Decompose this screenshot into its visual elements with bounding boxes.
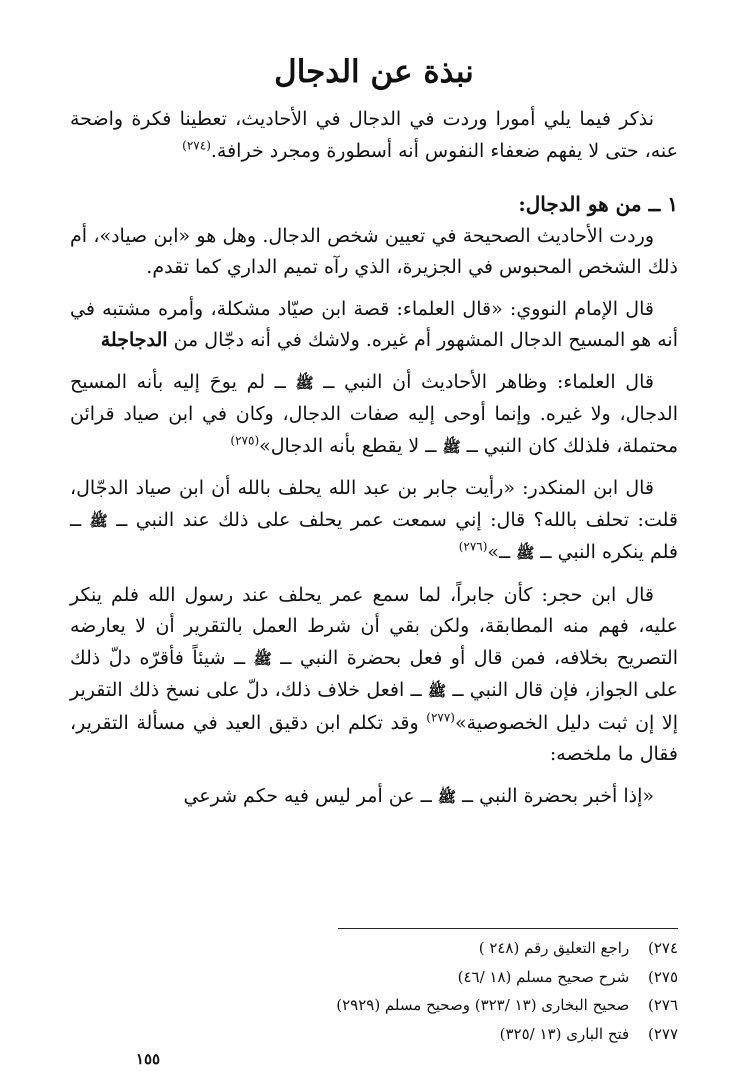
footnote bbox=[160, 963, 678, 992]
intro-paragraph bbox=[70, 104, 678, 167]
hajar-text-1: قال ابن حجر: كأن جابراً، لما سمع عمر يحلف عند رسول الله فلم ينكر عليه، فهم منه المطابقة، ولكن بقي أن شرط العمل بالتقرير أن لا يعارضه التصريح بخلافه، فمن قال أو فعل بحضرة النبي ــ bbox=[70, 583, 678, 669]
page-title: نبذة عن الدجال bbox=[274, 54, 474, 90]
footnote-number: ٢٧٦) bbox=[647, 996, 678, 1014]
footnote-text: فتح البارى (١٣ /٣٢٥) bbox=[499, 1024, 630, 1043]
section-heading: ١ ــ من هو الدجال: bbox=[518, 192, 678, 216]
pbuh-ligature: ﷺ bbox=[437, 787, 456, 806]
paragraph-quote bbox=[70, 781, 678, 814]
footnote-number: ٢٧٧) bbox=[647, 1024, 678, 1043]
paragraph-ibn-hajar bbox=[70, 580, 678, 771]
footnote-divider bbox=[338, 928, 678, 929]
page-number: ١٥٥ bbox=[135, 1050, 161, 1068]
footnote-ref-276: (٢٧٦) bbox=[458, 539, 488, 554]
footnote-ref-277: (٢٧٧) bbox=[426, 710, 455, 725]
paragraph-nawawi bbox=[70, 294, 678, 357]
ulama-text-3: ــ لا يقطع بأنه الدجال» bbox=[259, 434, 437, 457]
munkadir-text-2: ــ فلم ينكره النبي ــ bbox=[70, 508, 678, 563]
pbuh-ligature: ﷺ bbox=[253, 649, 272, 668]
paragraph-munkadir bbox=[70, 473, 678, 570]
footnote-text: راجع التعليق رقم (٢٤٨ ) bbox=[478, 939, 630, 957]
intro-text: نذكر فيما يلي أمورا وردت في الدجال في الأحاديث، تعطينا فكرة واضحة عنه، حتى لا يفهم ضعفاء النفوس أنه أسطورة ومجرد خرافة. bbox=[70, 108, 678, 162]
nawawi-text-end: الدجاجلة bbox=[100, 329, 168, 351]
footnote-number: ٢٧٥) bbox=[647, 967, 678, 986]
footnote-ref-274: (٢٧٤) bbox=[182, 138, 211, 153]
ulama-text-1: قال العلماء: وظاهر الأحاديث أن النبي ــ bbox=[323, 370, 654, 393]
footnote-number: ٢٧٤) bbox=[647, 939, 678, 957]
footnotes bbox=[160, 934, 678, 1048]
hajar-text-4: وقد تكلم ابن دقيق العيد في مسألة التقرير، فقال ما ملخصه: bbox=[70, 711, 678, 765]
footnote bbox=[160, 1020, 678, 1049]
ulama-text-2: ــ لم يوحَ إليه بأنه المسيح الدجال، ولا غيره. وإنما أوحى إليه صفات الدجال، وكان في ابن صياد قرائن محتملة، فلذلك كان النبي ــ bbox=[70, 370, 678, 457]
pbuh-ligature: ﷺ bbox=[427, 682, 447, 700]
pbuh-ligature: ﷺ bbox=[295, 373, 314, 392]
munkadir-text-1: قال ابن المنكدر: «رأيت جابر بن عبد الله يحلف بالله أن ابن صياد الدجّال، قلت: تحلف بالله؟ قال: إني سمعت عمر يحلف على ذلك عند النبي ــ bbox=[70, 477, 678, 531]
footnote-text: شرح صحيح مسلم (١٨ /٤٦) bbox=[457, 967, 630, 986]
footnote-ref-275: (٢٧٥) bbox=[230, 433, 260, 448]
paragraph-ulama bbox=[70, 367, 678, 464]
pbuh-ligature: ﷺ bbox=[516, 544, 535, 562]
quote-text-2: ــ عن أمر ليس فيه حكم شرعي bbox=[183, 784, 432, 807]
footnote bbox=[160, 991, 678, 1020]
pbuh-ligature: ﷺ bbox=[442, 437, 461, 456]
footnote-text: صحيح البخارى (١٣ /٣٢٣) وصحيح مسلم (٢٩٢٩) bbox=[336, 996, 630, 1014]
hajar-text-3: ــ افعل خلاف ذلك، دلّ على نسخ ذلك التقرير إلا إن ثبت دليل الخصوصية» bbox=[70, 679, 678, 734]
footnote bbox=[160, 934, 678, 963]
pbuh-ligature: ﷺ bbox=[89, 511, 108, 530]
munkadir-text-3: ــ» bbox=[487, 541, 511, 563]
paragraph-1: وردت الأحاديث الصحيحة في تعيين شخص الدجال. وهل هو «ابن صياد»، أم ذلك الشخص المحبوس في الجزيرة، الذي رآه تميم الداري كما تقدم. bbox=[70, 224, 678, 278]
main-text bbox=[70, 104, 678, 823]
quote-text-1: «إذا أخبر بحضرة النبي ــ bbox=[461, 784, 654, 807]
nawawi-text: قال الإمام النووي: «قال العلماء: قصة ابن صيّاد مشكلة، وأمره مشتبه في أنه هو المسيح الدجال المشهور أم غيره. ولاشك في أنه دجّال من bbox=[70, 297, 678, 351]
hajar-text-2: ــ شيئاً فأقرّه دلّ ذلك على الجواز، فإن قال النبي ــ bbox=[70, 646, 679, 701]
